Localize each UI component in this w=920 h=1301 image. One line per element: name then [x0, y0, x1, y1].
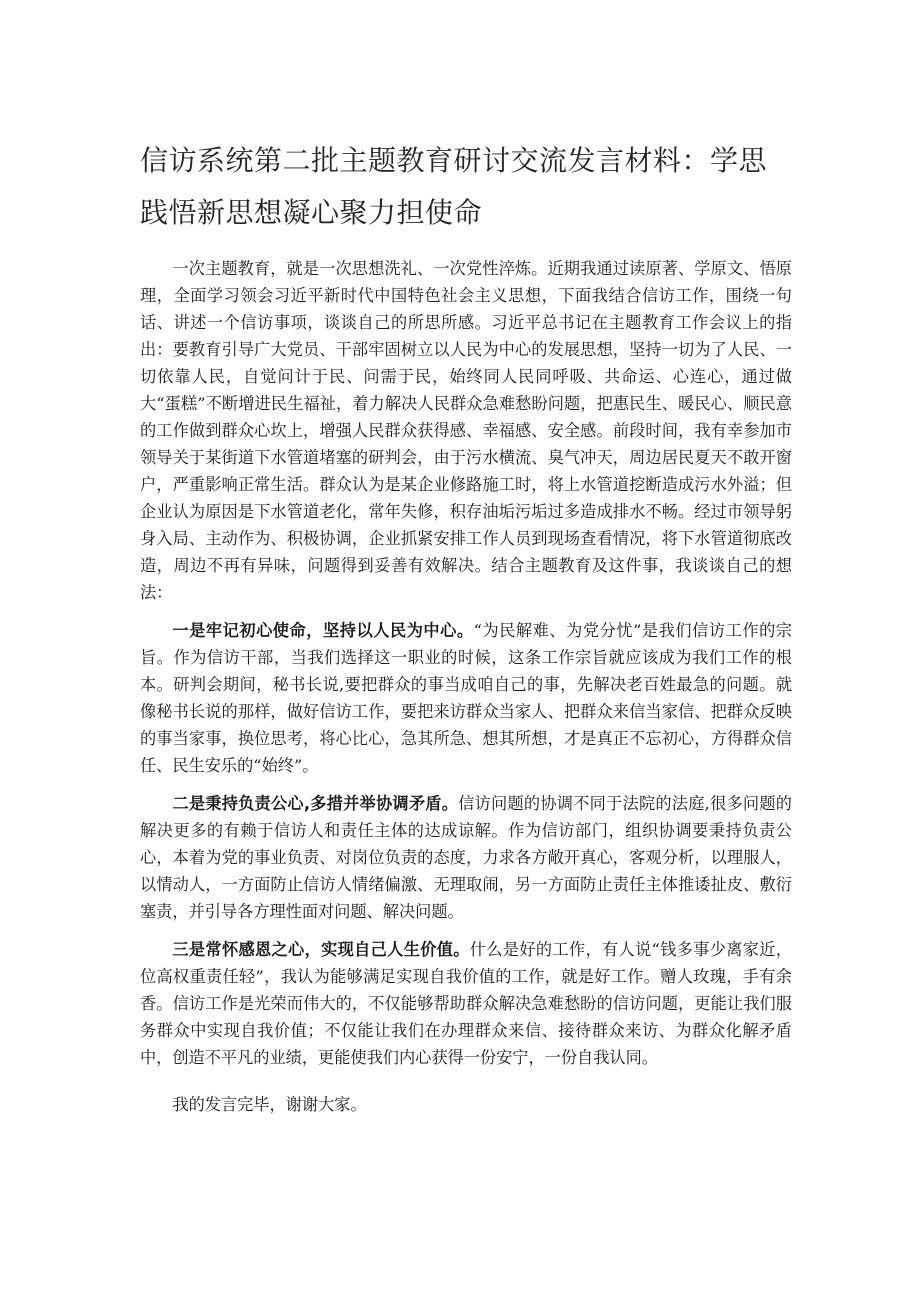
document-page	[140, 135, 792, 1118]
section-lead-1: 一是牢记初心使命，坚持以人民为中心。	[172, 621, 474, 640]
section-paragraph-1	[140, 617, 792, 779]
section-paragraph-2	[140, 790, 792, 925]
section-body-1: “为民解难、为党分忧”是我们信访工作的宗旨。作为信访干部，当我们选择这一职业的时候，这条工作宗旨就应该成为我们工作的根本。研判会期间，秘书长说,要把群众的事当成咱自己的事，先解决老百姓最急的问题。就像秘书长说的那样，做好信访工作，要把来访群众当家人、把群众来信当家信、把群众反映的事当家事，换位思考，将心比心，急其所急、想其所想，才是真正不忘初心，方得群众信任、民生安乐的“始终”。	[140, 621, 792, 775]
section-body-3: 什么是好的工作，有人说“钱多事少离家近，位高权重责任轻”，我认为能够满足实现自我价值的工作，就是好工作。赠人玫瑰，手有余香。信访工作是光荣而伟大的，不仅能够帮助群众解决急难愁盼的信访问题，更能让我们服务群众中实现自我价值；不仅能让我们在办理群众来信、接待群众来访、为群众化解矛盾中，创造不平凡的业绩，更能使我们内心获得一份安宁，一份自我认同。	[140, 940, 792, 1067]
section-paragraph-3	[140, 936, 792, 1071]
closing-paragraph: 我的发言完毕，谢谢大家。	[172, 1095, 367, 1114]
section-lead-2: 二是秉持负责公心,多措并举协调矛盾。	[172, 794, 459, 813]
section-body-2: 信访问题的协调不同于法院的法庭,很多问题的解决更多的有赖于信访人和责任主体的达成谅解。作为信访部门，组织协调要秉持负责公心，本着为党的事业负责、对岗位负责的态度，力求各方敞开真心，客观分析，以理服人，以情动人，一方面防止信访人情绪偏激、无理取闹，另一方面防止责任主体推诿扯皮、敷衍塞责，并引导各方理性面对问题、解决问题。	[140, 794, 792, 921]
intro-paragraph: 一次主题教育，就是一次思想洗礼、一次党性淬炼。近期我通过读原著、学原文、悟原理，全面学习领会习近平新时代中国特色社会主义思想，下面我结合信访工作，围绕一句话、讲述一个信访事项，谈谈自己的所思所感。习近平总书记在主题教育工作会议上的指出：要教育引导广大党员、干部牢固树立以人民为中心的发展思想，坚持一切为了人民、一切依靠人民，自觉问计于民、问需于民，始终同人民同呼吸、共命运、心连心，通过做大“蛋糕”不断增进民生福祉，着力解决人民群众急难愁盼问题，把惠民生、暖民心、顺民意的工作做到群众心坎上，增强人民群众获得感、幸福感、安全感。前段时间，我有幸参加市领导关于某街道下水管道堵塞的研判会，由于污水横流、臭气冲天，周边居民夏天不敢开窗户，严重影响正常生活。群众认为是某企业修路施工时，将上水管道挖断造成污水外溢；但企业认为原因是下水管道老化，常年失修，积存油垢污垢过多造成排水不畅。经过市领导躬身入局、主动作为、积极协调，企业抓紧安排工作人员到现场查看情况，将下水管道彻底改造，周边不再有异味，问题得到妥善有效解决。结合主题教育及这件事，我谈谈自己的想法：	[140, 259, 792, 602]
document-title: 信访系统第二批主题教育研讨交流发言材料：学思践悟新思想凝心聚力担使命	[140, 144, 768, 229]
section-lead-3: 三是常怀感恩之心，实现自己人生价值。	[172, 940, 470, 959]
